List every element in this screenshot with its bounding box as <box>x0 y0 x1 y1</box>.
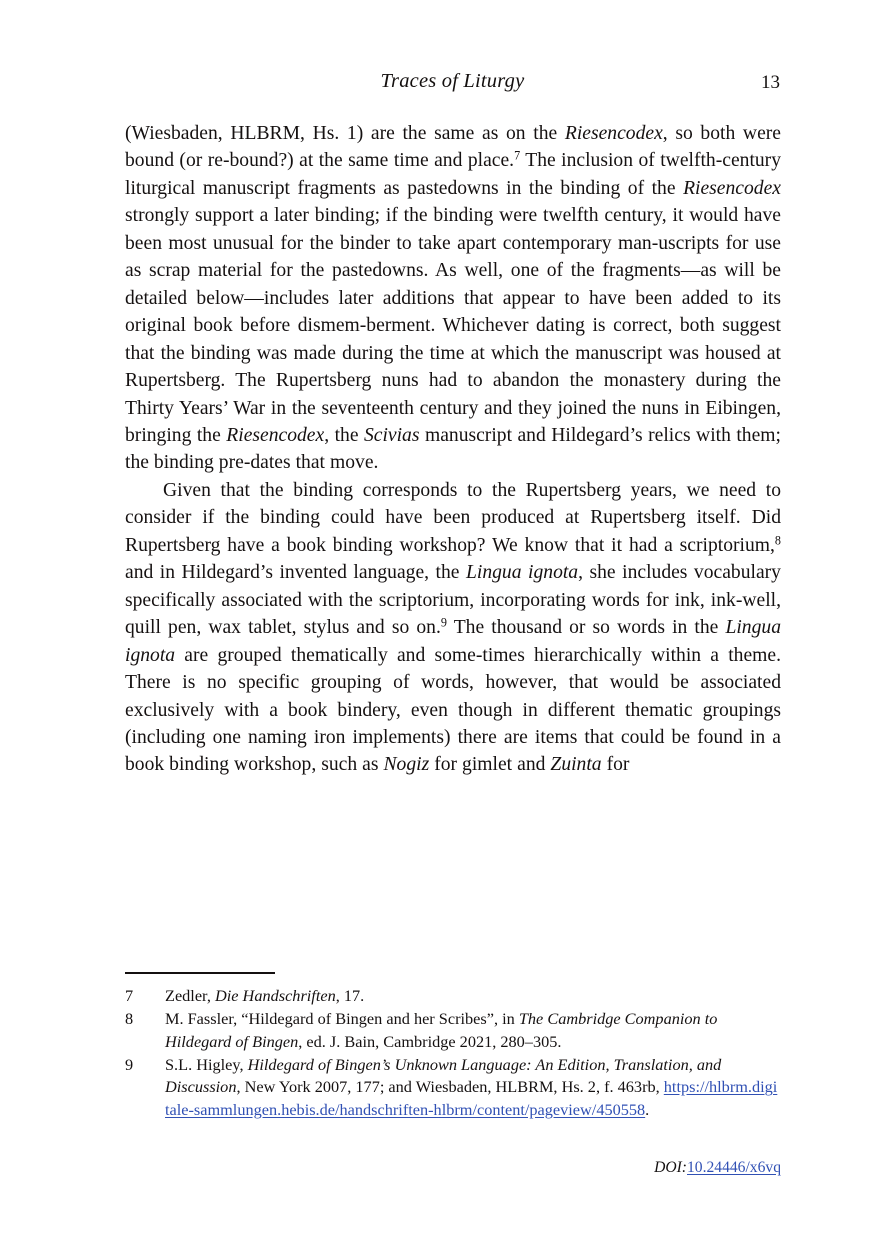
footnote-separator-rule <box>125 972 275 974</box>
footnote-number: 8 <box>125 1009 134 1029</box>
footnote-7 <box>125 985 781 1008</box>
footnote-list <box>125 985 781 1122</box>
paragraph-1: (Wiesbaden, HLBRM, Hs. 1) are the same as on the Riesencodex, so both were bound (or re-bound?) at the same time and place.$^7$ The inclusion of twelfth-century liturgical manuscript fragments as pastedowns in the binding of the Riesencodex strongly support a later binding; if the binding were twelfth century, it would have been most unusual for the binder to take apart contemporary man-uscripts for use as scrap material for the pastedowns. As well, one of the fragments—as will be detailed below—includes later additions that appear to have been added to its original book before dismem-berment. Whichever dating is correct, both suggest that the binding was made during the time at which the manuscript was housed at Rupertsberg. The Rupertsberg nuns had to abandon the monastery during the Thirty Years’ War in the seventeenth century and they joined the nuns in Eibingen, bringing the Riesencodex, the Scivias manuscript and Hildegard’s relics with them; the binding pre-dates that move. <box>125 123 782 474</box>
doi-line <box>125 1159 781 1177</box>
footnote-text: Zedler, Die Handschriften, 17. <box>165 986 365 1005</box>
footnote-text: M. Fassler, “Hildegard of Bingen and her Scribes”, in The Cambridge Companion to Hildegard of Bingen, ed. J. Bain, Cambridge 2021, 280–305. <box>165 1009 718 1051</box>
footnote-number: 7 <box>125 986 134 1005</box>
body-text <box>125 120 781 779</box>
footnote-text: S.L. Higley, Hildegard of Bingen’s Unknown Language: An Edition, Translation, and Discussion, New York 2007, 177; and Wiesbaden, HLBRM, Hs. 2, f. 463rb, https://hlbrm.digitale-sammlungen.hebis.de/handschriften-hlbrm/content/pageview/450558. <box>165 1054 778 1119</box>
footnote-number: 9 <box>125 1054 134 1074</box>
doi-label: DOI: <box>654 1159 687 1176</box>
running-head <box>125 70 780 100</box>
running-head-title: Traces of Liturgy <box>380 70 525 92</box>
doi-link[interactable]: 10.24446/x6vq <box>687 1159 781 1176</box>
footnote-area <box>125 972 781 1122</box>
footnote-url-link[interactable]: https://hlbrm.digitale-sammlungen.hebis.de/handschriften-hlbrm/content/pageview/450558 <box>165 1077 778 1119</box>
page-number: 13 <box>761 72 780 93</box>
footnote-9 <box>125 1054 781 1122</box>
paragraph-2: Given that the binding corresponds to the Rupertsberg years, we need to consider if the binding could have been produced at Rupertsberg itself. Did Rupertsberg have a book binding workshop? We know that it had a scriptorium,$^8$ and in Hildegard’s invented language, the Lingua ignota, she includes vocabulary specifically associated with the scriptorium, incorporating words for ink, ink-well, quill pen, wax tablet, stylus and so on.$^9$ The thousand or so words in the Lingua ignota are grouped thematically and some-times hierarchically within a theme. There is no specific grouping of words, however, that would be associated exclusively with a book bindery, even though in different thematic groupings (including one naming iron implements) there are items that could be found in a book binding workshop, such as Nogiz for gimlet and Zuinta for <box>125 479 781 776</box>
footnote-8 <box>125 1008 781 1053</box>
